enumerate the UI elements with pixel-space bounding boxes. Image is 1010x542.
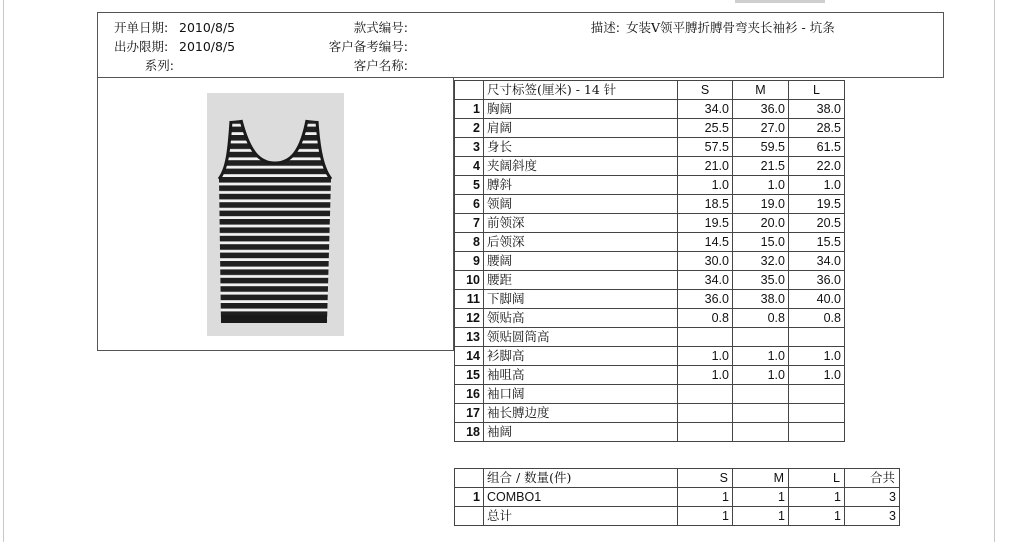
size-m-value: 19.0 [733,195,789,214]
size-m-value: 27.0 [733,119,789,138]
table-row [455,423,845,442]
qty-header-total: 合共 [845,469,900,488]
size-table-header-row [455,81,845,100]
qty-total-value: 3 [845,488,900,507]
row-number: 3 [455,138,484,157]
qty-total-value: 3 [845,507,900,526]
size-s-value: 14.5 [678,233,733,252]
measurement-label: 下脚阔 [484,290,678,309]
size-s-value: 30.0 [678,252,733,271]
size-s-value [678,328,733,347]
size-s-value: 1.0 [678,366,733,385]
size-l-value: 15.5 [789,233,845,252]
size-l-value: 61.5 [789,138,845,157]
table-row [455,328,845,347]
deadline-label: 出办限期: [114,39,169,54]
description-value: 女装V领平膊折膊骨弯夹长袖衫 - 坑条 [626,20,835,35]
row-number: 5 [455,176,484,195]
qty-s-value: 1 [678,507,733,526]
size-l-value: 34.0 [789,252,845,271]
size-m-value: 20.0 [733,214,789,233]
table-row [455,138,845,157]
row-number: 1 [455,488,484,507]
row-number: 8 [455,233,484,252]
deadline-value: 2010/8/5 [179,39,236,54]
size-m-value: 32.0 [733,252,789,271]
order-header [97,12,944,78]
size-l-value: 36.0 [789,271,845,290]
qty-table-title: 组合 / 数量(件) [484,469,678,488]
description-label: 描述: [590,20,620,35]
size-s-value: 34.0 [678,100,733,119]
table-row [455,195,845,214]
page-edge-left [3,0,4,542]
combo-label: 总计 [484,507,678,526]
measurement-label: 领贴圆筒高 [484,328,678,347]
table-row [455,366,845,385]
row-number: 11 [455,290,484,309]
size-s-value: 0.8 [678,309,733,328]
table-row [455,385,845,404]
measurement-label: 夹阔斜度 [484,157,678,176]
size-l-value [789,328,845,347]
table-row [455,404,845,423]
customer-name-label: 客户名称: [353,58,408,73]
size-l-value: 0.8 [789,309,845,328]
size-m-value [733,328,789,347]
row-number [455,507,484,526]
size-s-value: 25.5 [678,119,733,138]
size-l-value [789,385,845,404]
qty-l-value: 1 [789,507,845,526]
row-number: 10 [455,271,484,290]
size-s-value: 34.0 [678,271,733,290]
striped-tank-top-photo [207,93,344,336]
page-edge-right [994,0,995,542]
size-l-value: 20.5 [789,214,845,233]
row-number: 6 [455,195,484,214]
table-row [455,488,900,507]
size-l-value: 40.0 [789,290,845,309]
qty-table-header-row [455,469,900,488]
top-edge-mark [735,0,825,3]
table-row [455,100,845,119]
qty-header-l: L [789,469,845,488]
size-m-value: 38.0 [733,290,789,309]
measurement-label: 衫脚高 [484,347,678,366]
qty-header-m: M [733,469,789,488]
table-row [455,119,845,138]
row-number: 12 [455,309,484,328]
measurement-label: 胸阔 [484,100,678,119]
size-m-value: 1.0 [733,176,789,195]
size-m-value: 1.0 [733,347,789,366]
open-date-label: 开单日期: [114,20,169,35]
qty-m-value: 1 [733,488,789,507]
measurement-label: 袖阔 [484,423,678,442]
table-row [455,157,845,176]
measurement-label: 领阔 [484,195,678,214]
measurement-label: 肩阔 [484,119,678,138]
row-number: 4 [455,157,484,176]
size-header-m: M [733,81,789,100]
qty-l-value: 1 [789,488,845,507]
table-row [455,233,845,252]
measurement-label: 腰阔 [484,252,678,271]
size-s-value: 18.5 [678,195,733,214]
row-number: 15 [455,366,484,385]
size-l-value: 1.0 [789,366,845,385]
size-l-value: 1.0 [789,176,845,195]
size-m-value: 59.5 [733,138,789,157]
measurement-label: 腰距 [484,271,678,290]
style-no-label: 款式编号: [353,20,408,35]
size-l-value: 19.5 [789,195,845,214]
measurement-label: 袖口阔 [484,385,678,404]
size-l-value [789,404,845,423]
row-number: 9 [455,252,484,271]
size-s-value: 36.0 [678,290,733,309]
size-m-value: 1.0 [733,366,789,385]
row-number: 17 [455,404,484,423]
size-s-value [678,385,733,404]
row-number: 16 [455,385,484,404]
measurement-label: 袖咀高 [484,366,678,385]
size-l-value: 28.5 [789,119,845,138]
size-m-value: 0.8 [733,309,789,328]
size-m-value [733,404,789,423]
table-row [455,252,845,271]
measurement-label: 膊斜 [484,176,678,195]
qty-table-corner [455,469,484,488]
measurement-label: 前领深 [484,214,678,233]
size-l-value: 1.0 [789,347,845,366]
table-row [455,507,900,526]
measurement-label: 身长 [484,138,678,157]
row-number: 18 [455,423,484,442]
size-s-value: 1.0 [678,347,733,366]
row-number: 13 [455,328,484,347]
size-m-value: 36.0 [733,100,789,119]
size-l-value: 38.0 [789,100,845,119]
size-m-value: 15.0 [733,233,789,252]
size-m-value: 35.0 [733,271,789,290]
table-row [455,309,845,328]
row-number: 2 [455,119,484,138]
qty-s-value: 1 [678,488,733,507]
size-s-value: 57.5 [678,138,733,157]
table-row [455,347,845,366]
size-s-value: 1.0 [678,176,733,195]
open-date-value: 2010/8/5 [179,20,236,35]
size-m-value [733,423,789,442]
size-s-value: 21.0 [678,157,733,176]
size-table-corner [455,81,484,100]
row-number: 7 [455,214,484,233]
size-table-title: 尺寸标签(厘米) - 14 针 [484,81,678,100]
size-l-value: 22.0 [789,157,845,176]
size-m-value [733,385,789,404]
qty-header-s: S [678,469,733,488]
customer-ref-label: 客户备考编号: [328,39,408,54]
series-label: 系列: [144,58,174,73]
measurement-label: 领贴高 [484,309,678,328]
size-l-value [789,423,845,442]
row-number: 1 [455,100,484,119]
size-s-value [678,404,733,423]
table-row [455,290,845,309]
size-s-value [678,423,733,442]
size-header-l: L [789,81,845,100]
size-header-s: S [678,81,733,100]
qty-m-value: 1 [733,507,789,526]
row-number: 14 [455,347,484,366]
table-row [455,176,845,195]
combo-label: COMBO1 [484,488,678,507]
size-s-value: 19.5 [678,214,733,233]
table-row [455,214,845,233]
size-spec-table [454,80,845,442]
table-row [455,271,845,290]
measurement-label: 后领深 [484,233,678,252]
size-m-value: 21.5 [733,157,789,176]
quantity-table [454,468,900,526]
measurement-label: 袖长膊边度 [484,404,678,423]
